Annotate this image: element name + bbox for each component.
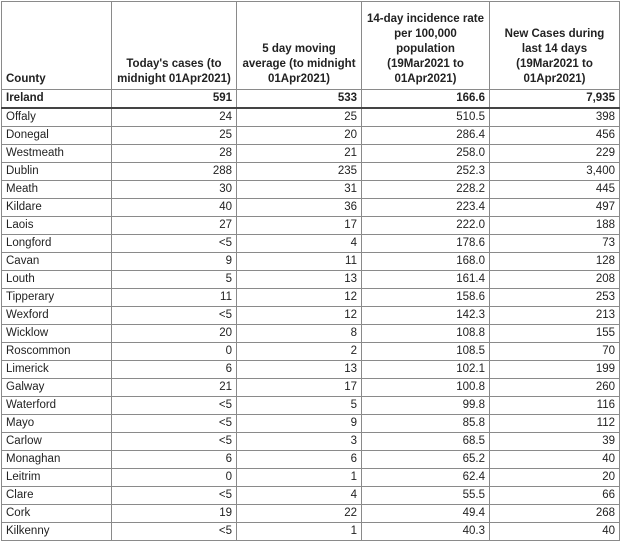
- new-cases-cell: 260: [490, 379, 620, 397]
- 14-day-incidence-cell: 40.3: [362, 523, 490, 541]
- 14-day-incidence-cell: 108.5: [362, 343, 490, 361]
- table-row: [2, 505, 620, 523]
- new-cases-cell: 66: [490, 487, 620, 505]
- new-cases-cell: 213: [490, 307, 620, 325]
- table-row: [2, 487, 620, 505]
- table-row: [2, 235, 620, 253]
- todays-cases-cell: 288: [112, 163, 237, 181]
- total-5-day-average-cell: 533: [237, 90, 362, 109]
- new-cases-cell: 208: [490, 271, 620, 289]
- table-row: [2, 433, 620, 451]
- new-cases-cell: 40: [490, 451, 620, 469]
- todays-cases-cell: 25: [112, 127, 237, 145]
- todays-cases-cell: 28: [112, 145, 237, 163]
- table-row: [2, 451, 620, 469]
- county-cell: Wicklow: [2, 325, 112, 343]
- 14-day-incidence-cell: 102.1: [362, 361, 490, 379]
- header-14-day-incidence: 14-day incidence rate per 100,000 population (19Mar2021 to 01Apr2021): [362, 2, 490, 90]
- 14-day-incidence-cell: 510.5: [362, 108, 490, 127]
- 14-day-incidence-cell: 223.4: [362, 199, 490, 217]
- table-row: [2, 199, 620, 217]
- 14-day-incidence-cell: 108.8: [362, 325, 490, 343]
- new-cases-cell: 398: [490, 108, 620, 127]
- new-cases-cell: 229: [490, 145, 620, 163]
- todays-cases-cell: 9: [112, 253, 237, 271]
- 5-day-average-cell: 22: [237, 505, 362, 523]
- table-row: [2, 469, 620, 487]
- table-row: [2, 127, 620, 145]
- header-new-cases-14-days: New Cases during last 14 days (19Mar2021 to 01Apr2021): [490, 2, 620, 90]
- 14-day-incidence-cell: 85.8: [362, 415, 490, 433]
- total-new-cases-cell: 7,935: [490, 90, 620, 109]
- 5-day-average-cell: 36: [237, 199, 362, 217]
- todays-cases-cell: <5: [112, 433, 237, 451]
- county-cell: Mayo: [2, 415, 112, 433]
- 5-day-average-cell: 13: [237, 271, 362, 289]
- todays-cases-cell: 21: [112, 379, 237, 397]
- 5-day-average-cell: 13: [237, 361, 362, 379]
- table-row: [2, 108, 620, 127]
- new-cases-cell: 116: [490, 397, 620, 415]
- 5-day-average-cell: 2: [237, 343, 362, 361]
- todays-cases-cell: 11: [112, 289, 237, 307]
- county-cell: Longford: [2, 235, 112, 253]
- todays-cases-cell: <5: [112, 235, 237, 253]
- table-row: [2, 145, 620, 163]
- county-cell: Clare: [2, 487, 112, 505]
- table-row: [2, 523, 620, 541]
- 5-day-average-cell: 31: [237, 181, 362, 199]
- 14-day-incidence-cell: 161.4: [362, 271, 490, 289]
- new-cases-cell: 445: [490, 181, 620, 199]
- table-row: [2, 361, 620, 379]
- new-cases-cell: 73: [490, 235, 620, 253]
- 5-day-average-cell: 1: [237, 469, 362, 487]
- table-row: [2, 325, 620, 343]
- todays-cases-cell: 24: [112, 108, 237, 127]
- table-row: [2, 343, 620, 361]
- 14-day-incidence-cell: 49.4: [362, 505, 490, 523]
- county-cell: Westmeath: [2, 145, 112, 163]
- county-cases-table: [1, 1, 620, 541]
- new-cases-cell: 20: [490, 469, 620, 487]
- new-cases-cell: 188: [490, 217, 620, 235]
- table-header-row: [2, 2, 620, 90]
- todays-cases-cell: 27: [112, 217, 237, 235]
- county-cell: Kilkenny: [2, 523, 112, 541]
- todays-cases-cell: <5: [112, 397, 237, 415]
- table-row: [2, 253, 620, 271]
- 5-day-average-cell: 5: [237, 397, 362, 415]
- 5-day-average-cell: 1: [237, 523, 362, 541]
- county-cell: Cavan: [2, 253, 112, 271]
- todays-cases-cell: <5: [112, 307, 237, 325]
- 5-day-average-cell: 11: [237, 253, 362, 271]
- 5-day-average-cell: 25: [237, 108, 362, 127]
- 14-day-incidence-cell: 65.2: [362, 451, 490, 469]
- new-cases-cell: 268: [490, 505, 620, 523]
- header-county: County: [2, 2, 112, 90]
- table-row: [2, 181, 620, 199]
- county-cell: Leitrim: [2, 469, 112, 487]
- county-cell: Cork: [2, 505, 112, 523]
- todays-cases-cell: 6: [112, 361, 237, 379]
- 14-day-incidence-cell: 55.5: [362, 487, 490, 505]
- 14-day-incidence-cell: 99.8: [362, 397, 490, 415]
- county-cell: Galway: [2, 379, 112, 397]
- todays-cases-cell: 5: [112, 271, 237, 289]
- 14-day-incidence-cell: 222.0: [362, 217, 490, 235]
- new-cases-cell: 456: [490, 127, 620, 145]
- new-cases-cell: 70: [490, 343, 620, 361]
- new-cases-cell: 253: [490, 289, 620, 307]
- county-cell: Dublin: [2, 163, 112, 181]
- 14-day-incidence-cell: 168.0: [362, 253, 490, 271]
- new-cases-cell: 155: [490, 325, 620, 343]
- 5-day-average-cell: 20: [237, 127, 362, 145]
- 14-day-incidence-cell: 286.4: [362, 127, 490, 145]
- county-cell: Laois: [2, 217, 112, 235]
- 5-day-average-cell: 12: [237, 289, 362, 307]
- 5-day-average-cell: 21: [237, 145, 362, 163]
- 14-day-incidence-cell: 258.0: [362, 145, 490, 163]
- header-todays-cases: Today's cases (to midnight 01Apr2021): [112, 2, 237, 90]
- 14-day-incidence-cell: 100.8: [362, 379, 490, 397]
- county-cell: Meath: [2, 181, 112, 199]
- 5-day-average-cell: 235: [237, 163, 362, 181]
- table-row: [2, 163, 620, 181]
- todays-cases-cell: 6: [112, 451, 237, 469]
- 14-day-incidence-cell: 228.2: [362, 181, 490, 199]
- county-cell: Kildare: [2, 199, 112, 217]
- table-row: [2, 271, 620, 289]
- todays-cases-cell: 20: [112, 325, 237, 343]
- new-cases-cell: 128: [490, 253, 620, 271]
- 5-day-average-cell: 3: [237, 433, 362, 451]
- table-row: [2, 307, 620, 325]
- 5-day-average-cell: 17: [237, 379, 362, 397]
- county-cell: Carlow: [2, 433, 112, 451]
- total-todays-cases-cell: 591: [112, 90, 237, 109]
- county-cell: Limerick: [2, 361, 112, 379]
- 5-day-average-cell: 4: [237, 235, 362, 253]
- county-cell: Waterford: [2, 397, 112, 415]
- todays-cases-cell: 0: [112, 343, 237, 361]
- county-cell: Offaly: [2, 108, 112, 127]
- county-cell: Wexford: [2, 307, 112, 325]
- 14-day-incidence-cell: 68.5: [362, 433, 490, 451]
- todays-cases-cell: 0: [112, 469, 237, 487]
- county-cell: Donegal: [2, 127, 112, 145]
- new-cases-cell: 112: [490, 415, 620, 433]
- table-row: [2, 217, 620, 235]
- todays-cases-cell: 19: [112, 505, 237, 523]
- 5-day-average-cell: 17: [237, 217, 362, 235]
- 14-day-incidence-cell: 62.4: [362, 469, 490, 487]
- 14-day-incidence-cell: 142.3: [362, 307, 490, 325]
- new-cases-cell: 199: [490, 361, 620, 379]
- table-row: [2, 415, 620, 433]
- todays-cases-cell: <5: [112, 523, 237, 541]
- total-row: [2, 90, 620, 109]
- table-row: [2, 289, 620, 307]
- 5-day-average-cell: 12: [237, 307, 362, 325]
- 5-day-average-cell: 4: [237, 487, 362, 505]
- new-cases-cell: 3,400: [490, 163, 620, 181]
- 5-day-average-cell: 6: [237, 451, 362, 469]
- total-14-day-incidence-cell: 166.6: [362, 90, 490, 109]
- county-cell: Tipperary: [2, 289, 112, 307]
- new-cases-cell: 40: [490, 523, 620, 541]
- todays-cases-cell: 30: [112, 181, 237, 199]
- table-row: [2, 397, 620, 415]
- new-cases-cell: 497: [490, 199, 620, 217]
- todays-cases-cell: <5: [112, 415, 237, 433]
- 14-day-incidence-cell: 158.6: [362, 289, 490, 307]
- todays-cases-cell: <5: [112, 487, 237, 505]
- county-cell: Monaghan: [2, 451, 112, 469]
- table-row: [2, 379, 620, 397]
- 14-day-incidence-cell: 178.6: [362, 235, 490, 253]
- 5-day-average-cell: 8: [237, 325, 362, 343]
- total-county-cell: Ireland: [2, 90, 112, 109]
- todays-cases-cell: 40: [112, 199, 237, 217]
- new-cases-cell: 39: [490, 433, 620, 451]
- 14-day-incidence-cell: 252.3: [362, 163, 490, 181]
- county-cell: Louth: [2, 271, 112, 289]
- header-5-day-average: 5 day moving average (to midnight 01Apr2021): [237, 2, 362, 90]
- county-cell: Roscommon: [2, 343, 112, 361]
- 5-day-average-cell: 9: [237, 415, 362, 433]
